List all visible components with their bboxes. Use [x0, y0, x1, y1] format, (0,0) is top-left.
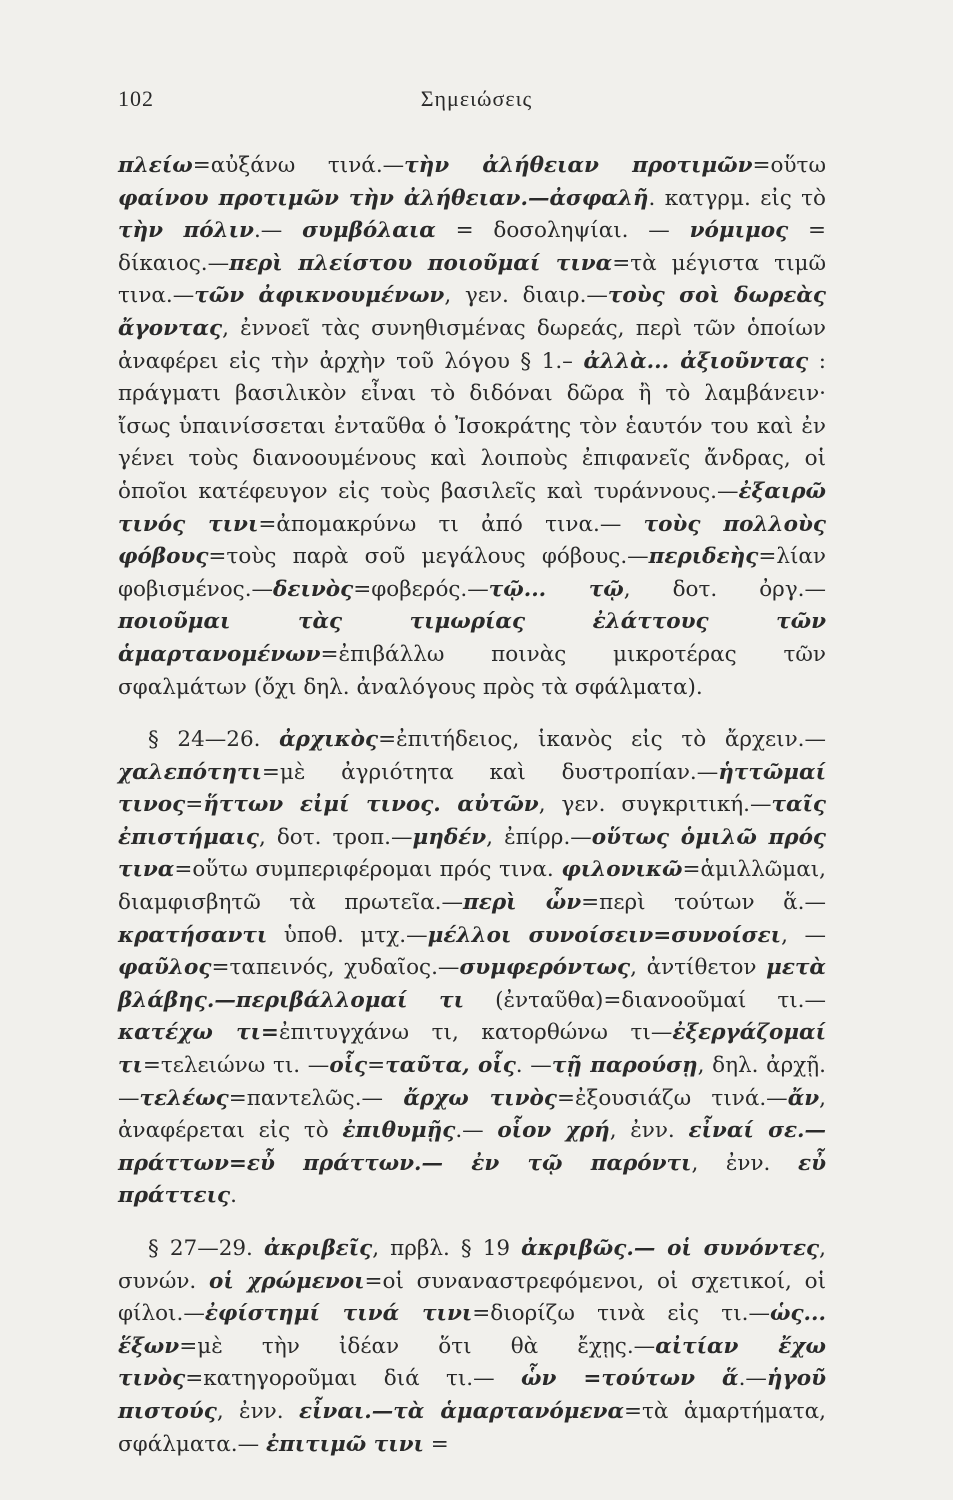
lemma-term: ἥττων εἰμί τινος. αὐτῶν: [203, 792, 539, 818]
lemma-term: δεινὸς: [273, 576, 354, 602]
gloss-text: =: [367, 1053, 386, 1079]
lemma-term: ἀκριβῶς.— οἱ συνόντες: [521, 1236, 820, 1261]
lemma-term: ἀκριβεῖς: [263, 1236, 373, 1261]
gloss-text: =: [423, 1431, 449, 1457]
gloss-text: , ἀντίθετον: [630, 955, 767, 981]
lemma-term: ἄρχω τινὸς: [403, 1085, 557, 1111]
lemma-term: χαλεπότητι: [118, 759, 262, 785]
lemma-term: κατέχω τι=: [118, 1020, 279, 1046]
gloss-text: =μὲ ἀγριότητα καὶ δυστροπίαν.—: [261, 759, 719, 785]
gloss-text: § 27—29.: [148, 1236, 264, 1261]
gloss-text: =τὰ ἁμαρτήματα, σφάλματα.—: [118, 1398, 826, 1457]
lemma-term: περιδεὴς: [648, 544, 759, 570]
lemma-term: ποιοῦμαι τὰς τιμωρίας ἐλάττους τῶν ἁμαρτανομένων: [118, 609, 826, 667]
lemma-term: φιλονικῶ: [561, 857, 683, 883]
lemma-term: ἐπιτιμῶ τινι: [265, 1431, 424, 1457]
lemma-term: ἡττῶμαί τινος: [118, 759, 826, 818]
gloss-text: , συνών.: [118, 1236, 826, 1294]
gloss-text: =περὶ τούτων ἅ.—: [581, 890, 826, 916]
gloss-text: , ἐπίρρ.—: [486, 824, 592, 850]
lemma-term: εἶναί σε.—πράττων=εὖ πράττων.— ἐν τῷ παρόντι: [118, 1118, 827, 1176]
lemma-term: περὶ πλείστου ποιοῦμαί τινα: [229, 250, 613, 276]
gloss-text: =οὕτω: [752, 153, 826, 178]
lemma-term: ἀρχικὸς: [279, 727, 379, 753]
gloss-text: =κατηγοροῦμαι διά τι.—: [185, 1366, 521, 1392]
lemma-term: τελέως: [139, 1085, 229, 1111]
gloss-text: =ἀπομακρύνω τι ἀπό τινα.—: [258, 511, 644, 537]
gloss-text: (ἐνταῦθα)=διανοοῦμαί τι.—: [464, 987, 827, 1013]
page-number: 102: [118, 86, 154, 111]
gloss-text: , ἐννοεῖ τὰς συνηθισμένας δωρεάς, περὶ τῶν ὁποίων ἀναφέρει εἰς τὴν ἀρχὴν τοῦ λόγου § 1.–: [118, 315, 826, 374]
lemma-term: συμφερόντως: [459, 955, 631, 981]
lemma-term: συμβόλαια: [302, 218, 436, 244]
gloss-text: . κατγρμ. εἰς τὸ: [648, 185, 826, 211]
gloss-text: , —: [781, 922, 827, 948]
lemma-term: τὴν πόλιν: [118, 218, 254, 244]
gloss-text: =μὲ τὴν ἰδέαν ὅτι θὰ ἔχῃς.—: [179, 1333, 656, 1359]
lemma-term: τοὺς πολλοὺς φόβους: [118, 511, 826, 570]
lemma-term: τοὺς σοὶ δωρεὰς ἄγοντας: [118, 283, 826, 341]
note-paragraph: [118, 1233, 826, 1461]
gloss-text: =ἐπιτήδειος, ἱκανὸς εἰς τὸ ἄρχειν.—: [378, 727, 827, 753]
running-head: Σημειώσεις: [420, 86, 533, 111]
lemma-term: φαῦλος: [118, 955, 212, 981]
lemma-term: αἰτίαν ἔχω τινὸς: [118, 1333, 826, 1392]
gloss-text: .: [230, 1183, 237, 1209]
gloss-text: =τὰ μέγιστα τιμῶ τινα.—: [118, 250, 827, 309]
gloss-text: , δηλ. ἀρχῇ.—: [118, 1053, 827, 1111]
lemma-term: ὡς... ἕξων: [118, 1301, 826, 1359]
gloss-text: =παντελῶς.—: [228, 1085, 404, 1111]
lemma-term: οἷον χρή: [497, 1118, 610, 1144]
lemma-term: οἱ χρώμενοι: [208, 1268, 365, 1294]
lemma-term: φαίνου προτιμῶν τὴν ἀλήθειαν.—ἀσφαλῆ: [118, 185, 649, 211]
gloss-text: =λίαν φοβισμένος.—: [118, 544, 826, 602]
gloss-text: = δίκαιος.—: [118, 218, 827, 276]
gloss-text: =ταπεινός, χυδαῖος.—: [211, 955, 460, 981]
gloss-text: , δοτ. ὀργ.—: [623, 576, 826, 602]
gloss-text: =αὐξάνω τινά.—: [192, 153, 405, 178]
notes-body: [118, 150, 826, 1461]
gloss-text: , πρβλ. § 19: [372, 1236, 522, 1261]
gloss-text: , ἐνν.: [609, 1118, 689, 1144]
note-paragraph: [118, 724, 826, 1213]
lemma-term: τῷ... τῷ: [488, 576, 624, 602]
lemma-term: ἐπιθυμῇς: [342, 1118, 456, 1144]
lemma-term: ταῦτα, οἷς: [385, 1053, 516, 1079]
gloss-text: , ἀναφέρεται εἰς τὸ: [118, 1085, 826, 1144]
gloss-text: =τοὺς παρὰ σοῦ μεγάλους φόβους.—: [208, 544, 649, 570]
gloss-text: : πράγματι βασιλικὸν εἶναι τὸ διδόναι δῶρα ἢ τὸ λαμβάνειν· ἴσως ὑπαινίσσεται ἐνταῦθα ὁ Ἰσοκράτης τὸν ἑαυτόν του καὶ ἐν γένει τοὺς διανοουμένους καὶ λοιποὺς ἐπιφανεῖς ἄνδρας, οἱ ὁποῖοι κατέφευγον εἰς τοὺς βασιλεῖς καὶ τυράννους.—: [118, 348, 826, 504]
lemma-term: μέλλοι συνοίσειν=συνοίσει: [427, 922, 782, 948]
lemma-term: τὴν ἀλήθειαν προτιμῶν: [404, 153, 753, 178]
gloss-text: =φοβερός.—: [353, 576, 489, 602]
lemma-term: ἀλλὰ... ἀξιοῦντας: [583, 348, 809, 374]
note-paragraph: [118, 150, 826, 704]
gloss-text: ἐπιτυγχάνω τι, κατορθώνω τι—: [278, 1020, 673, 1046]
lemma-term: εὖ πράττεις: [118, 1150, 826, 1209]
lemma-term: ἐξεργάζομαί τι: [118, 1020, 826, 1079]
gloss-text: ὑποθ. μτχ.—: [267, 922, 428, 948]
gloss-text: =τελειώνω τι. —: [142, 1053, 330, 1079]
page-header: [118, 82, 835, 122]
gloss-text: =ἐξουσιάζω τινά.—: [556, 1085, 788, 1111]
gloss-text: , γεν. συγκριτική.—: [538, 792, 772, 818]
gloss-text: =οὕτω συμπεριφέρομαι πρός τινα.: [174, 857, 562, 883]
lemma-term: περὶ ὧν: [463, 890, 582, 916]
lemma-term: νόμιμος: [689, 218, 789, 244]
gloss-text: , δοτ. τροπ.—: [258, 824, 413, 850]
lemma-term: τῶν ἀφικνουμένων: [194, 283, 445, 309]
gloss-text: , ἐνν.: [691, 1150, 798, 1176]
lemma-term: κρατήσαντι: [118, 922, 268, 948]
lemma-term: ἄν: [787, 1085, 820, 1111]
lemma-term: οὕτως ὁμιλῶ πρός τινα: [118, 824, 827, 883]
lemma-term: πλείω: [118, 153, 193, 178]
lemma-term: τῇ παρούσῃ: [551, 1053, 698, 1079]
gloss-text: , ἐνν.: [216, 1398, 299, 1424]
lemma-term: ἐφίστημί τινά τινι: [204, 1301, 473, 1327]
gloss-text: =ἁμιλλῶμαι, διαμφισβητῶ τὰ πρωτεῖα.—: [118, 857, 826, 916]
gloss-text: =διορίζω τινὰ εἰς τι.—: [472, 1301, 770, 1327]
lemma-term: ἐξαιρῶ τινός τινι: [118, 478, 826, 537]
gloss-text: § 24—26.: [148, 727, 280, 753]
lemma-term: ταῖς ἐπιστήμαις: [118, 792, 826, 850]
gloss-text: = δοσοληψίαι. —: [435, 218, 690, 244]
lemma-term: μετὰ βλάβης.—περιβάλλομαί τι: [118, 955, 826, 1013]
gloss-text: .—: [455, 1118, 498, 1144]
gloss-text: .—: [253, 218, 303, 244]
gloss-text: , γεν. διαιρ.—: [444, 283, 608, 309]
gloss-text: =: [185, 792, 204, 818]
lemma-term: ὧν =τούτων ἅ: [521, 1366, 739, 1392]
gloss-text: =οἱ συναναστρεφόμενοι, οἱ σχετικοί, οἱ φίλοι.—: [118, 1268, 826, 1327]
lemma-term: εἶναι.—τὰ ἁμαρτανόμενα: [298, 1398, 624, 1424]
lemma-term: ἡγοῦ πιστούς: [118, 1366, 826, 1424]
gloss-text: =ἐπιβάλλω ποινὰς μικροτέρας τῶν σφαλμάτων (ὄχι δηλ. ἀναλόγους πρὸς τὰ σφάλματα).: [118, 641, 826, 700]
gloss-text: .—: [738, 1366, 767, 1392]
lemma-term: οἷς: [329, 1053, 368, 1079]
lemma-term: μηδέν: [412, 824, 487, 850]
gloss-text: . —: [515, 1053, 552, 1079]
